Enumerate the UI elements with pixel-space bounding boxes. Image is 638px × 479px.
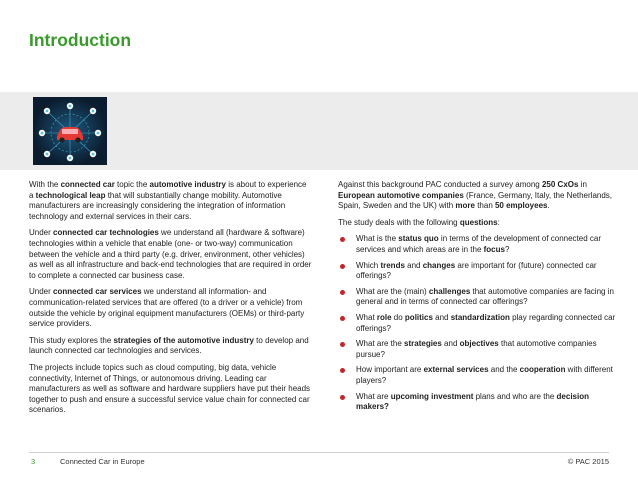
copyright-notice: © PAC 2015 bbox=[567, 457, 609, 466]
connected-car-illustration bbox=[33, 97, 107, 165]
question-item: What are the strategies and objectives that automotive companies pursue? bbox=[338, 339, 618, 360]
question-item: What are upcoming investment plans and who are the decision makers? bbox=[338, 392, 618, 413]
red-dot-bullet-icon bbox=[340, 316, 345, 321]
red-dot-bullet-icon bbox=[340, 264, 345, 269]
question-item: What are the (main) challenges that automotive companies are facing in general and in terms of connected car offerings? bbox=[338, 287, 618, 308]
paragraph-services-definition: Under connected car services we understand all information- and communication-related services that are offered (to a driver or a vehicle) from outside the vehicle by original equipment manufacturers (OEMs) or third-party service providers. bbox=[29, 287, 305, 329]
red-dot-bullet-icon bbox=[340, 237, 345, 242]
question-item: Which trends and changes are important for (future) connected car offerings? bbox=[338, 261, 618, 282]
red-dot-bullet-icon bbox=[340, 395, 345, 400]
paragraph-questions-lead: The study deals with the following questions: bbox=[338, 217, 500, 227]
red-dot-bullet-icon bbox=[340, 368, 345, 373]
connected-car-network-icon bbox=[33, 97, 107, 165]
question-item: What is the status quo in terms of the development of connected car services and which areas are in the focus? bbox=[338, 234, 618, 255]
paragraph-survey-background: Against this background PAC conducted a survey among 250 CxOs in European automotive companies (France, Germany, Italy, the Netherlands, Spain, Sweden and the UK) with more than 50 employees. bbox=[338, 180, 613, 211]
page-title: Introduction bbox=[29, 30, 132, 50]
question-item: How important are external services and the cooperation with different players? bbox=[338, 365, 618, 386]
red-dot-bullet-icon bbox=[340, 342, 345, 347]
red-dot-bullet-icon bbox=[340, 290, 345, 295]
paragraph-projects: The projects include topics such as cloud computing, big data, vehicle connectivity, Internet of Things, or autonomous driving. Leading car manufacturers as well as software and hardware suppliers have put their heads together to push and ensure a successful service value chain for connected car scenarios. bbox=[29, 362, 311, 415]
document-title: Connected Car in Europe bbox=[60, 457, 145, 466]
left-column bbox=[29, 180, 312, 422]
question-item: What role do politics and standardization play regarding connected car offerings? bbox=[338, 313, 618, 334]
paragraph-connected-car-intro: With the connected car topic the automotive industry is about to experience a technological leap that will substantially change mobility. Automotive manufacturers are increasingly considering the integration of information technology and external services in their cars. bbox=[29, 180, 307, 221]
questions-list bbox=[338, 234, 618, 412]
footer-divider bbox=[29, 452, 609, 453]
page-number: 3 bbox=[31, 457, 36, 466]
paragraph-technologies-definition: Under connected car technologies we understand all (hardware & software) technologies within a vehicle that enable (one- or two-way) communication between the vehicle and a third party (e.g. driver, environment, other vehicles) as well as all infrastructure and back-end technologies that are required in order to complete a connected car business case. bbox=[29, 228, 312, 280]
paragraph-study-scope: This study explores the strategies of the automotive industry to develop and launch connected car technologies and services. bbox=[29, 335, 309, 356]
right-column bbox=[338, 180, 618, 418]
